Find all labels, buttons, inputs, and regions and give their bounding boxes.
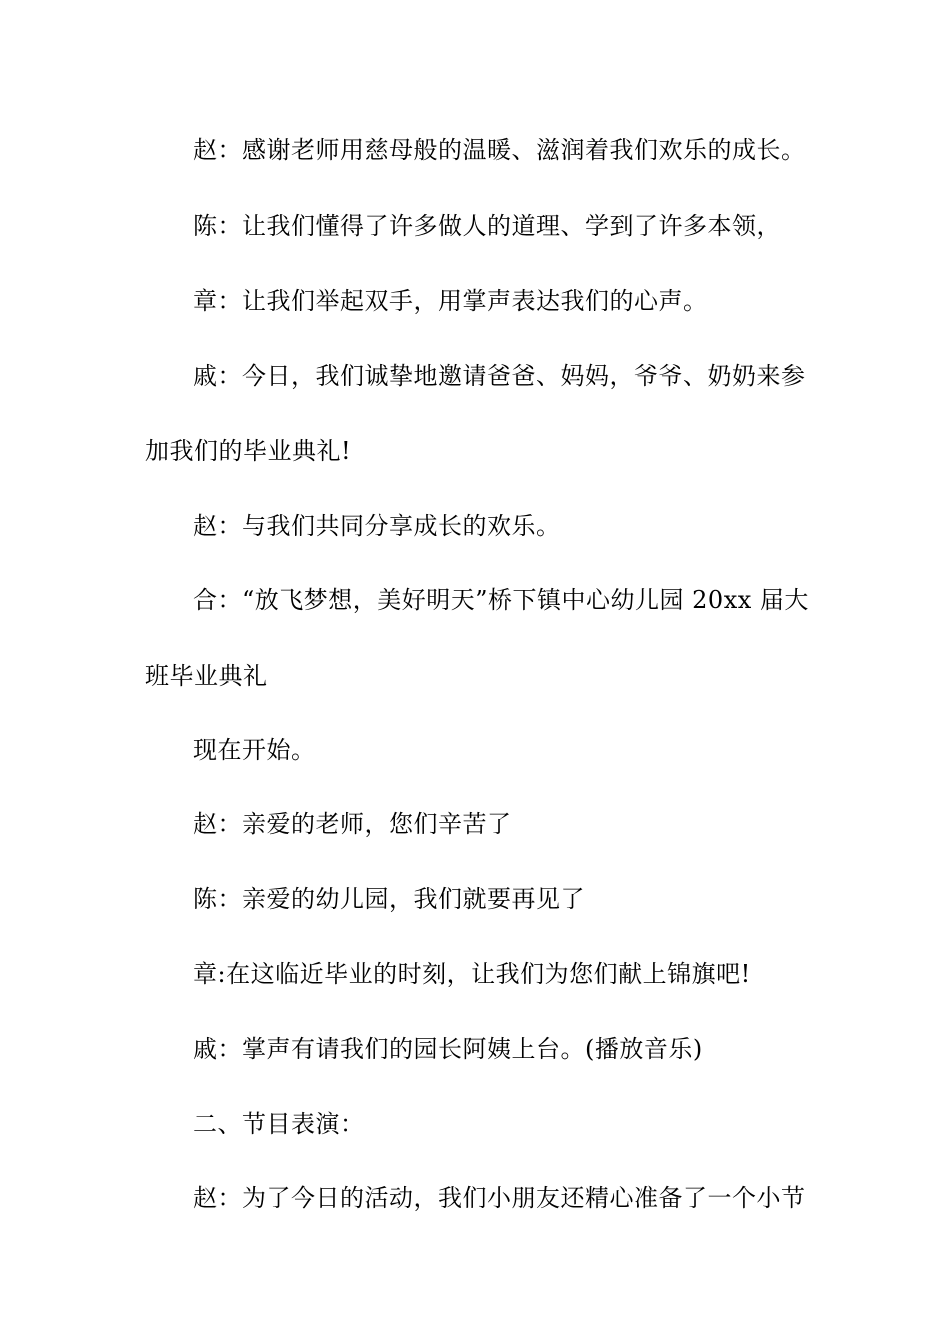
text-line: 戚：今日，我们诚挚地邀请爸爸、妈妈，爷爷、奶奶来参: [193, 362, 806, 390]
text-line: 赵：为了今日的活动，我们小朋友还精心准备了一个小节: [193, 1184, 806, 1212]
text-line: 章：让我们举起双手，用掌声表达我们的心声。: [193, 287, 708, 315]
text-line: 赵：感谢老师用慈母般的温暖、滋润着我们欢乐的成长。: [193, 136, 806, 164]
text-line: 戚：掌声有请我们的园长阿姨上台。(播放音乐): [193, 1035, 703, 1063]
text-line: 陈：让我们懂得了许多做人的道理、学到了许多本领，: [193, 212, 781, 240]
text-line: 合：“放飞梦想，美好明天”桥下镇中心幼儿园 20xx 届大: [193, 586, 809, 614]
text-line: 现在开始。: [193, 736, 316, 764]
text-line: 陈：亲爱的幼儿园，我们就要再见了: [193, 885, 585, 913]
text-line: 章:在这临近毕业的时刻，让我们为您们献上锦旗吧!: [193, 960, 751, 988]
text-line: 赵：与我们共同分享成长的欢乐。: [193, 512, 561, 540]
text-line: 赵：亲爱的老师，您们辛苦了: [193, 810, 512, 838]
text-line: 班毕业典礼: [145, 662, 268, 690]
text-line: 二、节目表演：: [193, 1110, 365, 1138]
text-line: 加我们的毕业典礼!: [145, 437, 352, 465]
